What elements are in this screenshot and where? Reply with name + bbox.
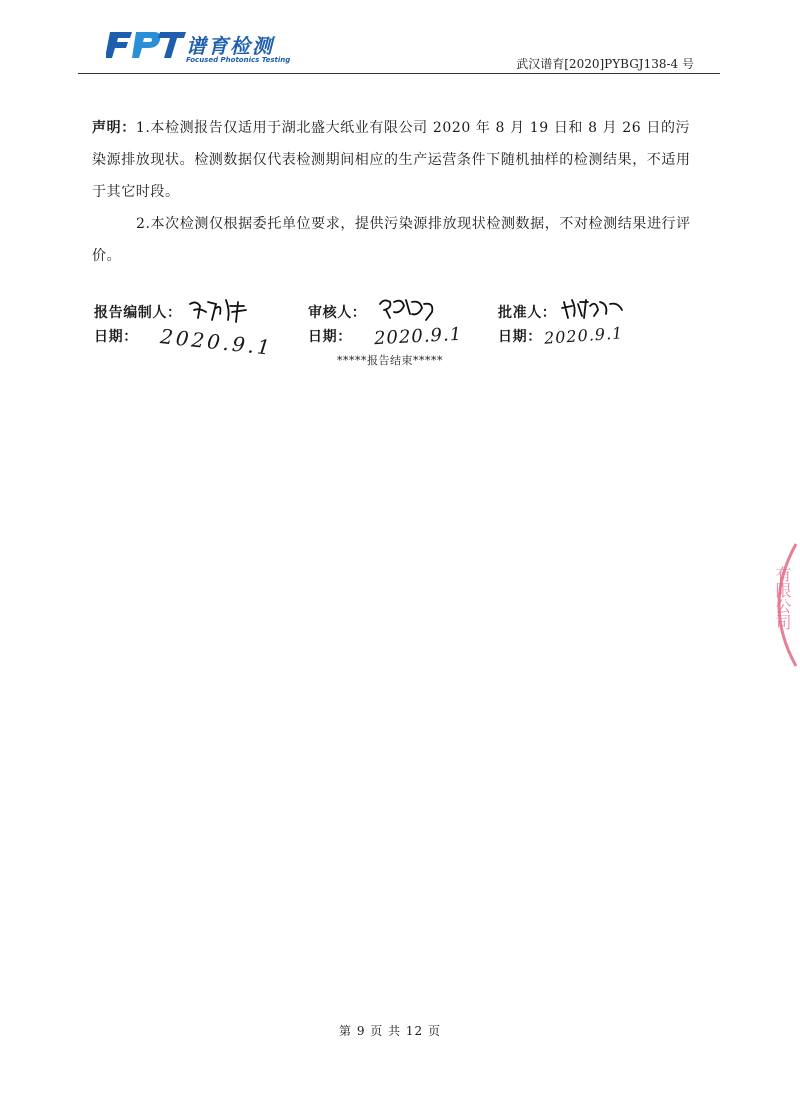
report-end-mark: *****报告结束***** [337, 354, 443, 367]
brand-name-cn: 谱育检测 [186, 34, 274, 58]
page-number: 第 9 页 共 12 页 [339, 1024, 441, 1038]
approver-signature [560, 294, 630, 322]
compiler-signature [186, 296, 256, 324]
header-divider [78, 73, 720, 74]
compiler-label: 报告编制人： [94, 305, 182, 321]
fpt-logo-icon [106, 24, 186, 64]
declaration-label: 声明： [92, 120, 136, 136]
reviewer-signature [376, 294, 446, 322]
declaration-item-2: 2.本次检测仅根据委托单位要求，提供污染源排放现状检测数据，不对检测结果进行评价。 [92, 216, 691, 264]
compiler-date-label: 日期： [94, 329, 138, 345]
declaration-item-1 [92, 112, 692, 208]
reviewer-date-label: 日期： [308, 329, 352, 345]
approver-label: 批准人： [498, 305, 557, 321]
seal-text: 有限公司 [773, 566, 792, 630]
reviewer-label: 审核人： [308, 305, 367, 321]
approver-date: 2020.9.1 [543, 323, 624, 348]
approver-date-label: 日期： [498, 329, 542, 345]
declaration-text-1: 1.本检测报告仅适用于湖北盛大纸业有限公司 2020 年 8 月 19 日和 8 月 26 日的污染源排放现状。检测数据仅代表检测期间相应的生产运营条件下随机抽样的检测结果，不适用于其它时段。 [92, 120, 691, 200]
reviewer-date: 2020.9.1 [373, 323, 463, 350]
compiler-date: 2020.9.1 [159, 324, 275, 360]
report-number: 武汉谱育[2020]PYBGJ138-4 号 [516, 57, 694, 71]
brand-name-en: Focused Photonics Testing [186, 56, 291, 64]
